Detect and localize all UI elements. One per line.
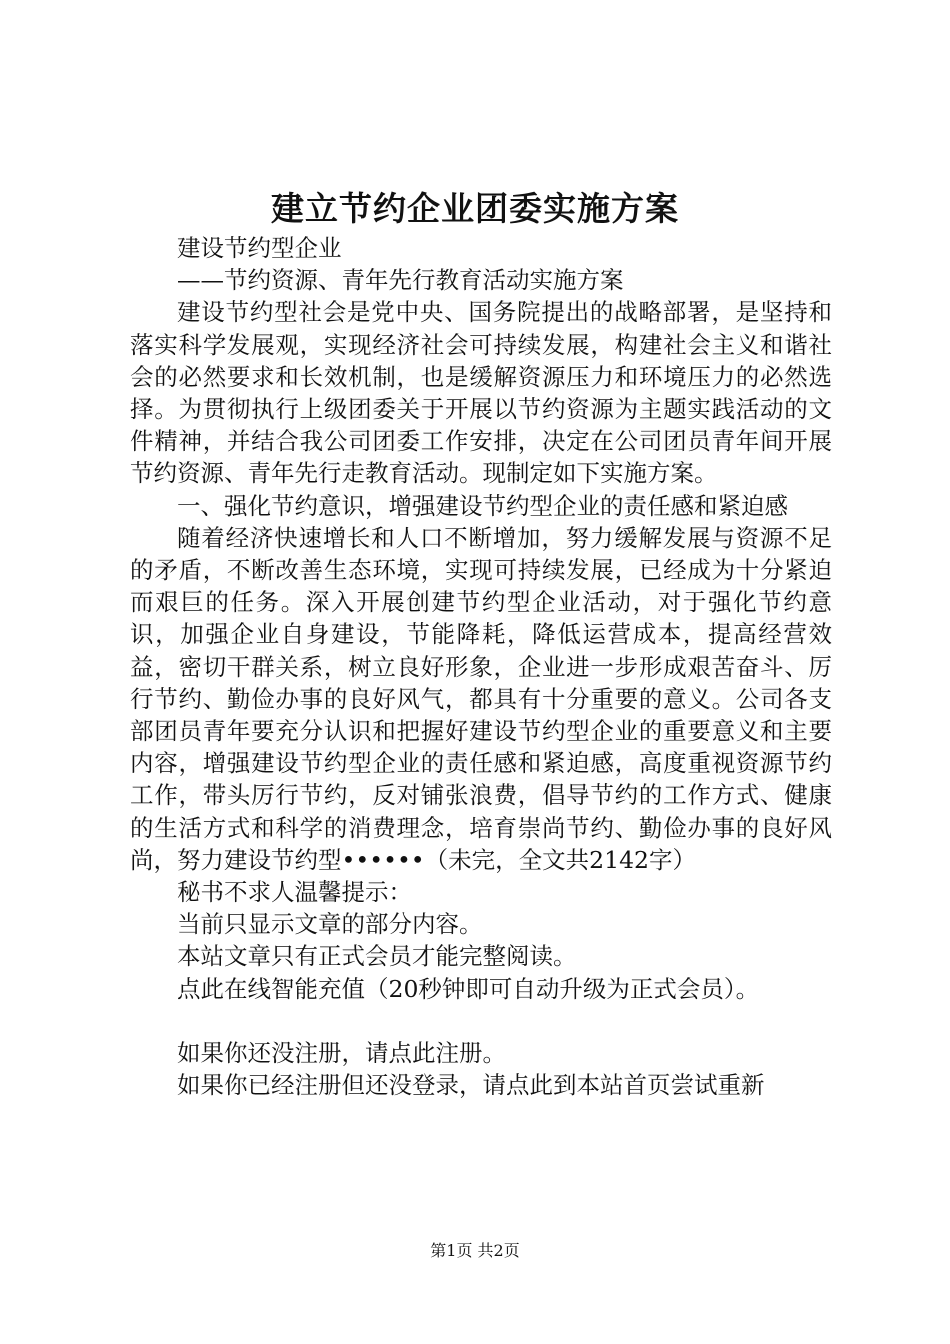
subtitle-line: ——节约资源、青年先行教育活动实施方案	[177, 266, 624, 295]
blank-line	[130, 1005, 832, 1037]
body-paragraph: 建设节约型社会是党中央、国务院提出的战略部署，是坚持和落实科学发展观，实现经济社会可持续发展，构建社会主义和谐社会的必然要求和长效机制，也是缓解资源压力和环境压力的必然选择。为贯彻执行上级团委关于开展以节约资源为主题实践活动的文件精神，并结合我公司团委工作安排，决定在公司团员青年间开展节约资源、青年先行走教育活动。现制定如下实施方案。	[130, 298, 832, 488]
notice-line: 本站文章只有正式会员才能完整阅读。	[177, 942, 577, 971]
body-paragraph: 随着经济快速增长和人口不断增加，努力缓解发展与资源不足的矛盾，不断改善生态环境，实现可持续发展，已经成为十分紧迫而艰巨的任务。深入开展创建节约型企业活动，对于强化节约意识，加强企业自身建设，节能降耗，降低运营成本，提高经营效益，密切干群关系，树立良好形象，企业进一步形成艰苦奋斗、厉行节约、勤俭办事的良好风气，都具有十分重要的意义。公司各支部团员青年要充分认识和把握好建设节约型企业的重要意义和主要内容，增强建设节约型企业的责任感和紧迫感，高度重视资源节约工作，带头厉行节约，反对铺张浪费，倡导节约的工作方式、健康的生活方式和科学的消费理念，培育崇尚节约、勤俭办事的良好风尚，努力建设节约型••••••（未完，全文共2142字）	[130, 523, 832, 874]
recharge-link[interactable]: 点此在线智能充值（20秒钟即可自动升级为正式会员）。	[177, 974, 760, 1003]
document-title: 建立节约企业团委实施方案	[271, 189, 679, 228]
notice-line: 当前只显示文章的部分内容。	[177, 910, 483, 939]
login-link[interactable]: 如果你已经注册但还没登录，请点此到本站首页尝试重新	[177, 1071, 765, 1100]
subtitle-line: 建设节约型企业	[177, 234, 342, 262]
section-heading: 一、强化节约意识，增强建设节约型企业的责任感和紧迫感	[177, 491, 788, 520]
page-number: 第1页 共2页	[430, 1241, 520, 1260]
register-link[interactable]: 如果你还没注册，请点此注册。	[177, 1039, 506, 1068]
notice-heading: 秘书不求人温馨提示：	[177, 878, 412, 907]
document-body	[130, 232, 832, 1101]
